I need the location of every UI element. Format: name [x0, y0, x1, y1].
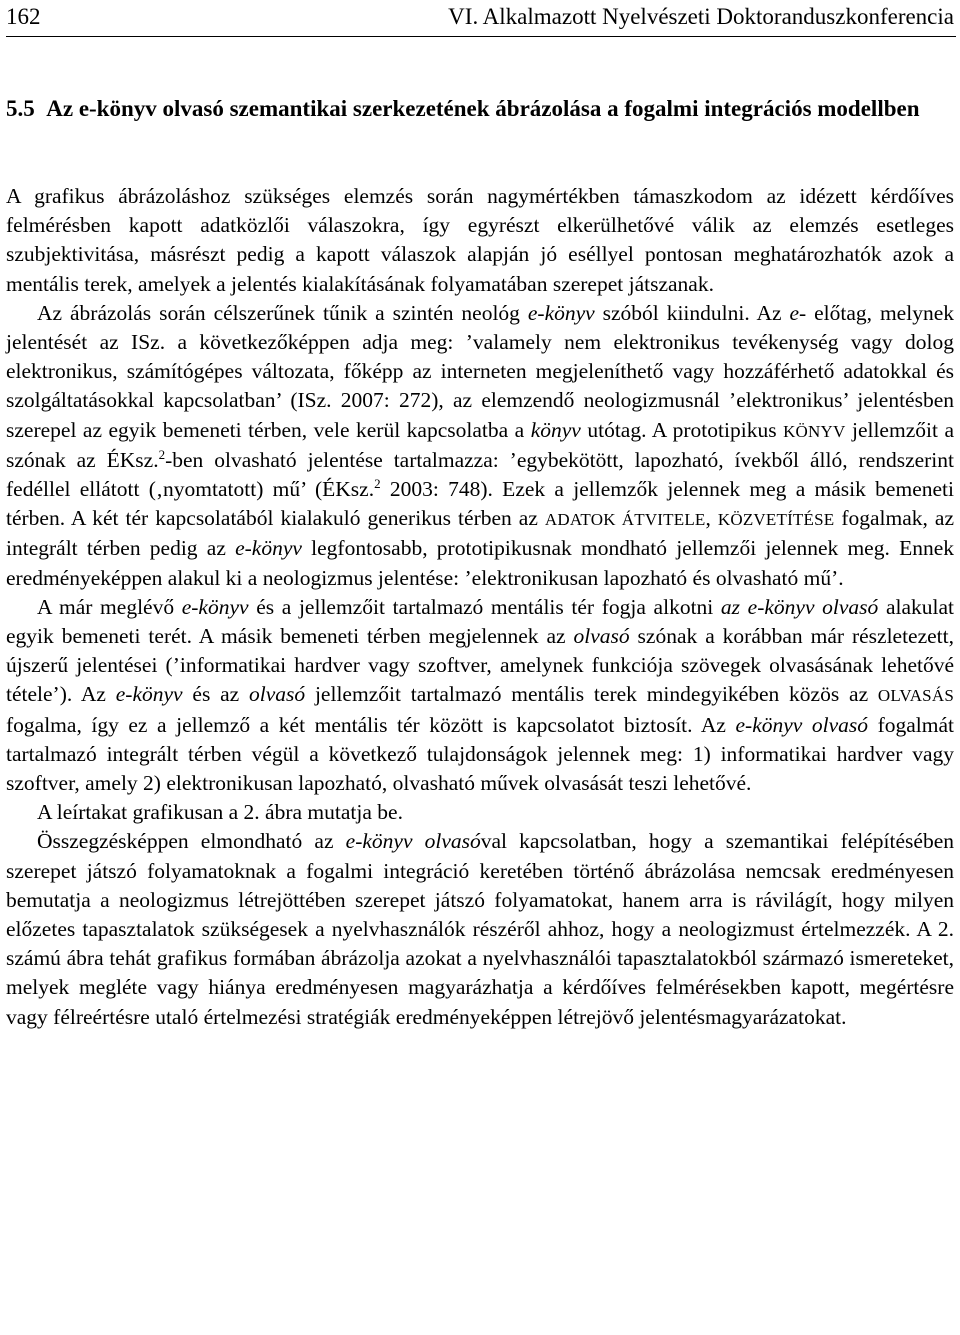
running-title: VI. Alkalmazott Nyelvészeti Doktoranduszkonferencia: [448, 4, 954, 29]
text-span: A már meglévő: [37, 594, 182, 619]
small-caps-term: ADATOK ÁTVITELE: [544, 510, 706, 530]
small-caps-term: OLVASÁS: [877, 686, 954, 706]
italic-term: e-könyv olvasó: [735, 712, 869, 737]
text-span: legfontosabb, prototipikusnak mondható jellemzői jelennek meg. Ennek eredményeképpen alakul ki a neologizmus jelentése: ’elektronikusan lapozható és olvasható mű’.: [6, 536, 954, 590]
small-caps-term: KÖNYV: [783, 421, 846, 441]
superscript: 2: [158, 446, 166, 462]
paragraph-1: A grafikus ábrázoláshoz szükséges elemzés során nagymértékben támaszkodom az idézett kérdőíves felmérésben kapott adatközlői válaszokra, így egyrészt elkerülhetővé válik az elemzés esetleges szubjektivitása, másrészt pedig a kapott válaszok alapján jó eséllyel pontosan meghatározhatók azok a mentális terek, amelyek a jelentés kialakításának folyamatában szerepet játszanak.: [6, 184, 954, 296]
text-span: Az ábrázolás során célszerűnek tűnik a szintén neológ: [37, 300, 528, 325]
text-span: utótag. A prototipikus: [580, 417, 784, 442]
italic-term: az e-könyv olvasó: [720, 594, 879, 619]
text-span: és a jellemzőit tartalmazó mentális tér fogja alkotni: [248, 594, 721, 619]
text-span: előtag, melynek jelentését az ISz. a következőképpen adja meg: ’valamely nem elektronikus tevékenység vagy dolog elektronikus, számítógépes változata, főképp az interneten megjeleníthető vagy hozzáférhető adatokkal és szolgáltatásokkal kapcsolatban’ (ISz. 2007: 272), az elemzendő neologizmusnál ’elektronikus’ jelentésben szerepel az egyik bemeneti térben, vele kerül kapcsolatba a: [6, 300, 954, 442]
text-span: Összegzésképpen elmondható az: [37, 829, 346, 854]
paragraph-4: A leírtakat grafikusan a 2. ábra mutatja be.: [37, 800, 403, 825]
italic-term: e-könyv olvasó: [345, 829, 481, 854]
section-number: 5.5: [6, 96, 35, 121]
superscript: 2: [374, 475, 381, 491]
text-span: ,: [705, 506, 718, 531]
paragraph-5: [6, 827, 954, 1031]
italic-term: e-könyv: [235, 536, 302, 561]
italic-term: könyv: [530, 417, 581, 442]
italic-term: e-könyv: [181, 594, 249, 619]
italic-term: e-: [789, 300, 807, 325]
page-number: 162: [6, 4, 41, 29]
small-caps-term: KÖZVETÍTÉSE: [717, 510, 835, 530]
text-span: 2003: 748). Ezek a jellemzők jelennek meg a másik bemeneti térben. A két tér kapcsolatából kialakuló generikus térben az: [6, 477, 954, 531]
paragraph-3: [6, 593, 954, 798]
text-span: fogalmak, az integrált térben pedig az: [6, 506, 955, 561]
italic-term: e-könyv: [115, 682, 183, 707]
text-span: fogalmát tartalmazó integrált térben végül a következő tulajdonságok jelennek meg: 1) informatikai hardver vagy szoftver, amely 2) elektronikusan lapozható, olvasható művek olvasását teszi lehetővé.: [6, 712, 954, 796]
text-span: alakulat egyik bemeneti terét. A másik bemeneti térben megjelennek az: [6, 594, 954, 649]
section-title: Az e-könyv olvasó szemantikai szerkezetének ábrázolása a fogalmi integrációs modellben: [46, 96, 920, 121]
text-span: val kapcsolatban, hogy a szemantikai felépítésében szerepet játszó folyamatoknak a fogalmi integráció keretében történő ábrázolása nemcsak eredményesen bemutatja a neologizmus létrejöttében szerepet játszó folyamatokat, hanem arra is rávilágít, hogy milyen előzetes tapasztalatok szükségesek a nyelvhasználók részéről ahhoz, hogy a neologizmust értelmezzék. A 2. számú ábra tehát grafikus formában ábrázolja azokat a nyelvhasználói tapasztalatokból származó ismereteket, melyek megléte vagy hiánya eredményesen magyarázhatja a kérdőíves felmérésekben kapott, megértésre vagy félreértésre utaló értelmezési stratégiák eredményeképpen létrejövő jelentésmagyarázatokat.: [6, 829, 954, 1029]
text-span: jellemzőit a szónak az ÉKsz.: [6, 417, 954, 472]
body-text: [6, 182, 954, 1032]
text-span: fogalma, így ez a jellemző a két mentális tér között is kapcsolatot biztosít. Az: [6, 712, 736, 737]
page-header: [6, 2, 956, 37]
text-span: -ben olvasható jelentése tartalmazza: ’egybekötött, lapozható, ívekből álló, rendszerint fedéllel ellátott (‚nyomtatott) mű’ (ÉKsz.: [6, 447, 955, 502]
italic-term: olvasó: [573, 624, 630, 649]
paragraph-2: [6, 299, 954, 593]
text-span: jellemzőit tartalmazó mentális terek mindegyikében közös az: [305, 682, 878, 707]
section-heading: [6, 94, 954, 124]
italic-term: olvasó: [249, 682, 306, 707]
text-span: szóból kiindulni. Az: [594, 300, 790, 325]
text-span: és az: [182, 682, 250, 707]
italic-term: e-könyv: [527, 300, 595, 325]
text-span: szónak a korábban már részletezett, újszerű jelentései (’informatikai hardver vagy szoftver, amelynek funkciója szövegek olvasásának lehetővé tétele’). Az: [6, 624, 955, 707]
